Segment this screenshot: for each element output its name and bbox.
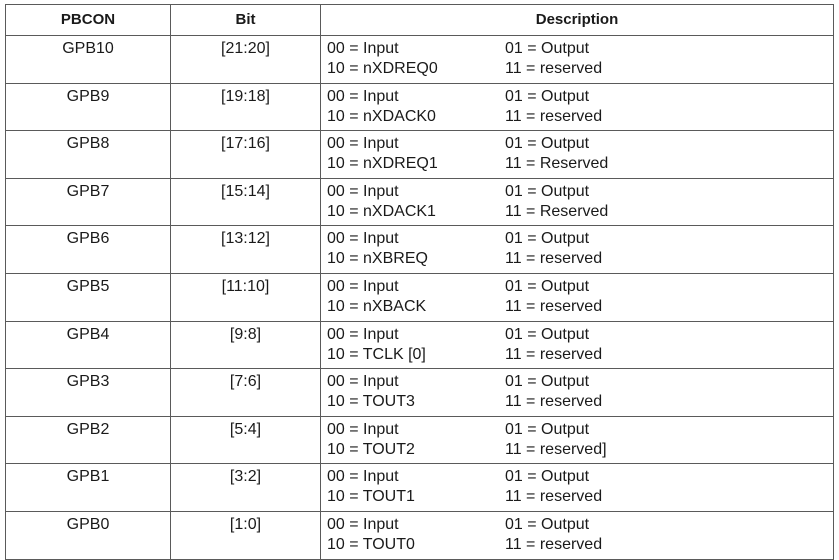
description-option: 01 = Output: [505, 135, 590, 153]
bit-range-cell: [3:2]: [171, 464, 321, 511]
description-cell: [321, 36, 833, 83]
description-option: 11 = reserved: [505, 297, 603, 315]
bit-range-cell: [15:14]: [171, 179, 321, 226]
description-option: 10 = nXDREQ1: [327, 155, 438, 173]
table-row: [6, 178, 833, 226]
pin-name-cell: GPB7: [6, 179, 171, 226]
table-row: [6, 35, 833, 83]
description-cell: [321, 274, 833, 321]
pin-name-cell: GPB6: [6, 226, 171, 273]
description-option: 00 = Input: [327, 182, 399, 200]
description-option: 10 = nXBREQ: [327, 250, 428, 268]
table-row: [6, 321, 833, 369]
description-option: 11 = reserved]: [505, 440, 607, 458]
description-option: 10 = TOUT2: [327, 440, 415, 458]
pin-name-cell: GPB2: [6, 417, 171, 464]
description-option: 01 = Output: [505, 230, 590, 248]
description-option: 01 = Output: [505, 277, 590, 295]
description-option: 11 = reserved: [505, 250, 603, 268]
table-row: [6, 463, 833, 511]
description-cell: [321, 131, 833, 178]
register-table: [5, 4, 834, 560]
description-option: 11 = reserved: [505, 60, 603, 77]
pin-name-cell: GPB8: [6, 131, 171, 178]
description-option: 00 = Input: [327, 420, 399, 438]
description-option: 10 = nXBACK: [327, 297, 427, 315]
description-option: 11 = reserved: [505, 107, 603, 125]
description-cell: [321, 322, 833, 369]
description-option: 01 = Output: [505, 468, 590, 486]
description-option: 00 = Input: [327, 135, 399, 153]
bit-range-cell: [7:6]: [171, 369, 321, 416]
pin-name-cell: GPB1: [6, 464, 171, 511]
description-option: 00 = Input: [327, 230, 399, 248]
description-option: 11 = reserved: [505, 345, 603, 363]
bit-range-cell: [21:20]: [171, 36, 321, 83]
pin-name-cell: GPB5: [6, 274, 171, 321]
table-row: [6, 273, 833, 321]
description-cell: [321, 179, 833, 226]
pin-name-cell: GPB10: [6, 36, 171, 83]
pin-name-cell: GPB4: [6, 322, 171, 369]
table-row: [6, 368, 833, 416]
header-bit: Bit: [171, 5, 321, 35]
bit-range-cell: [17:16]: [171, 131, 321, 178]
table-row: [6, 83, 833, 131]
description-option: 11 = reserved: [505, 393, 603, 411]
table-header-row: [6, 5, 833, 35]
description-option: 00 = Input: [327, 515, 399, 533]
description-option: 10 = TOUT3: [327, 393, 415, 411]
description-option: 00 = Input: [327, 277, 399, 295]
description-option: 00 = Input: [327, 468, 399, 486]
description-option: 10 = TOUT0: [327, 535, 415, 553]
description-option: 10 = nXDACK1: [327, 202, 436, 220]
table-row: [6, 130, 833, 178]
description-option: 00 = Input: [327, 87, 399, 105]
description-option: 10 = nXDREQ0: [327, 60, 438, 77]
description-option: 01 = Output: [505, 515, 590, 533]
description-cell: [321, 226, 833, 273]
description-cell: [321, 512, 833, 559]
bit-range-cell: [9:8]: [171, 322, 321, 369]
pin-name-cell: GPB3: [6, 369, 171, 416]
description-option: 10 = TOUT1: [327, 488, 415, 506]
bit-range-cell: [1:0]: [171, 512, 321, 559]
description-option: 00 = Input: [327, 373, 399, 391]
description-option: 11 = reserved: [505, 488, 603, 506]
description-option: 01 = Output: [505, 325, 590, 343]
description-option: 01 = Output: [505, 420, 590, 438]
description-option: 10 = TCLK [0]: [327, 345, 426, 363]
table-row: [6, 225, 833, 273]
bit-range-cell: [19:18]: [171, 84, 321, 131]
description-option: 00 = Input: [327, 325, 399, 343]
description-option: 11 = Reserved: [505, 155, 609, 173]
pin-name-cell: GPB9: [6, 84, 171, 131]
header-description: Description: [535, 11, 619, 28]
description-option: 01 = Output: [505, 40, 590, 57]
pin-name-cell: GPB0: [6, 512, 171, 559]
description-cell: [321, 84, 833, 131]
description-option: 10 = nXDACK0: [327, 107, 436, 125]
description-cell: [321, 369, 833, 416]
description-option: 11 = reserved: [505, 535, 603, 553]
description-option: 00 = Input: [327, 40, 399, 57]
description-option: 01 = Output: [505, 182, 590, 200]
table-row: [6, 511, 833, 559]
description-option: 11 = Reserved: [505, 202, 609, 220]
bit-range-cell: [13:12]: [171, 226, 321, 273]
header-pbcon: PBCON: [6, 5, 171, 35]
description-option: 01 = Output: [505, 87, 590, 105]
bit-range-cell: [5:4]: [171, 417, 321, 464]
description-option: 01 = Output: [505, 373, 590, 391]
table-row: [6, 416, 833, 464]
table-body: [6, 35, 833, 559]
bit-range-cell: [11:10]: [171, 274, 321, 321]
description-cell: [321, 417, 833, 464]
description-cell: [321, 464, 833, 511]
